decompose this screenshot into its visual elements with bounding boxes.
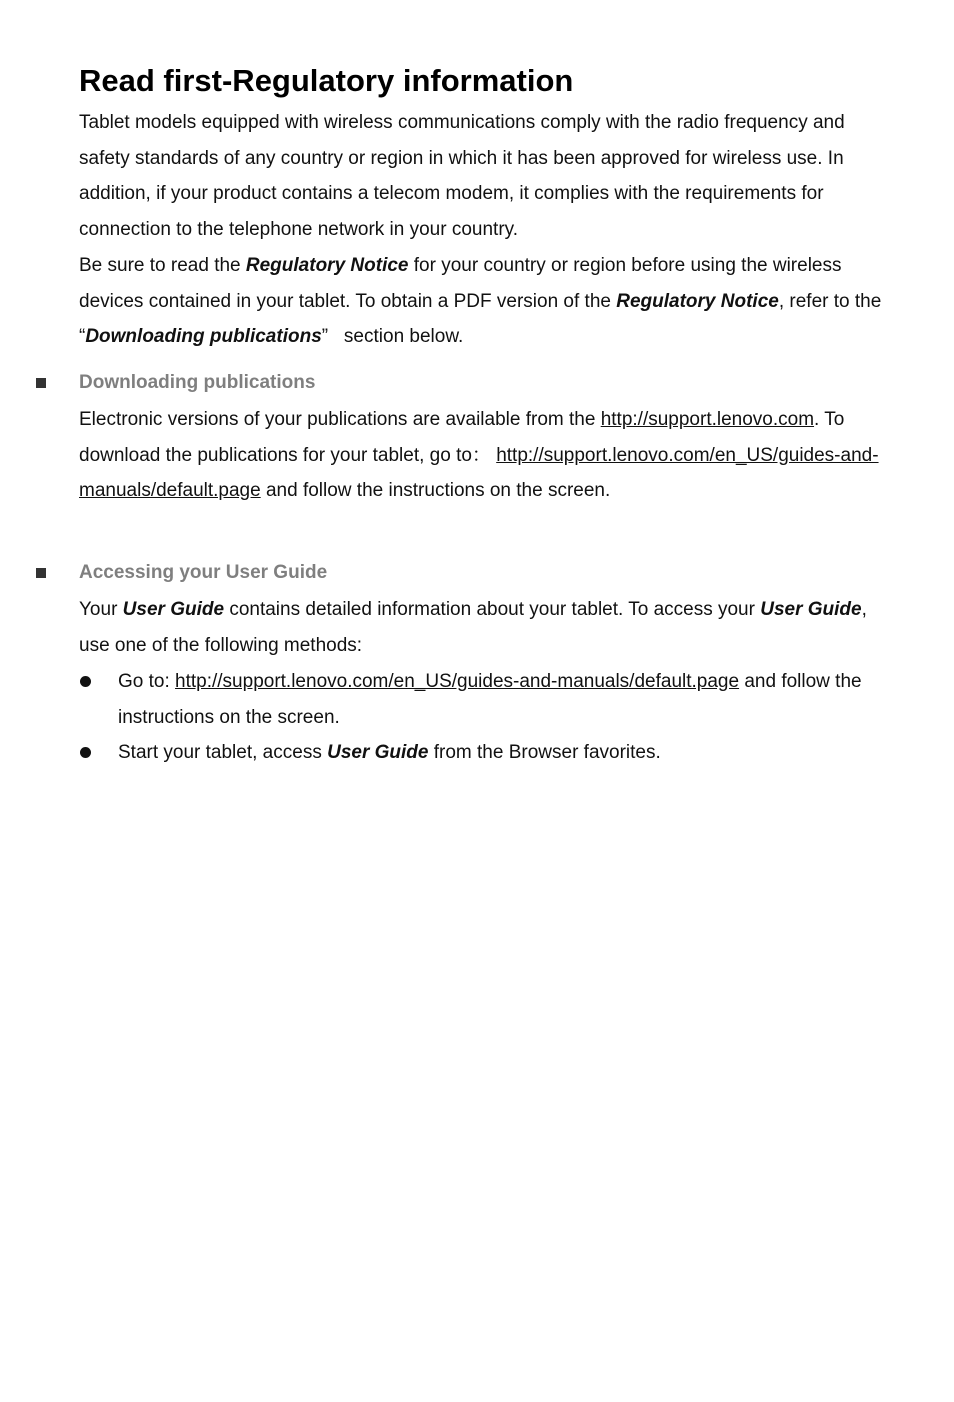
user-guide-paragraph (79, 592, 894, 663)
text-span: , use one of the following methods: (79, 599, 867, 656)
guides-manuals-link[interactable]: http://support.lenovo.com/en_US/guides-and-manuals/default.page (79, 444, 879, 502)
text-span: Start your tablet, access (118, 742, 328, 763)
downloading-publications-reference: Downloading publications (85, 326, 322, 348)
round-bullet-icon (80, 747, 91, 758)
text-span: ” section below. (321, 326, 464, 348)
text-span: . To download the publications for your tablet, go to： (79, 409, 845, 466)
list-item (118, 664, 878, 735)
text-span: and follow the instructions on the screen. (118, 671, 862, 728)
text-span: Your (79, 599, 123, 620)
section-heading-user-guide (0, 561, 954, 585)
section-heading-label: Accessing your User Guide (79, 562, 328, 583)
square-bullet-icon (36, 568, 46, 578)
text-span: from the Browser favorites. (428, 742, 661, 763)
text-span: Be sure to read the (79, 255, 246, 276)
section-heading-label: Downloading publications (79, 372, 316, 393)
text-span: for your country or region before using the wireless devices contained in your tablet. To obtain a PDF version of the (79, 255, 842, 312)
downloading-paragraph (79, 402, 894, 509)
regulatory-notice-emphasis: Regulatory Notice (616, 290, 779, 312)
square-bullet-icon (36, 378, 46, 388)
regulatory-notice-paragraph (79, 248, 894, 355)
text-span: contains detailed information about your tablet. To access your (224, 599, 761, 620)
user-guide-emphasis: User Guide (760, 599, 862, 620)
text-span: Electronic versions of your publications are available from the (79, 409, 601, 430)
text-span: and follow the instructions on the screen. (260, 480, 611, 502)
page-title: Read first-Regulatory information (79, 63, 574, 98)
text-span: Go to: (118, 671, 176, 692)
text-span: , refer to the “ (79, 290, 892, 348)
list-item (118, 735, 878, 771)
user-guide-emphasis: User Guide (327, 742, 429, 763)
guides-manuals-link[interactable]: http://support.lenovo.com/en_US/guides-and-manuals/default.page (175, 671, 740, 692)
section-heading-downloading (0, 371, 954, 395)
intro-paragraph: Tablet models equipped with wireless communications comply with the radio frequency and safety standards of any country or region in which it has been approved for wireless use. In addition, if your product contains a telecom modem, it complies with the requirements for connection to the telephone network in your country. (79, 112, 845, 241)
user-guide-emphasis: User Guide (122, 599, 225, 620)
round-bullet-icon (80, 676, 91, 687)
support-link[interactable]: http://support.lenovo.com (600, 409, 815, 430)
regulatory-notice-emphasis: Regulatory Notice (245, 255, 409, 276)
